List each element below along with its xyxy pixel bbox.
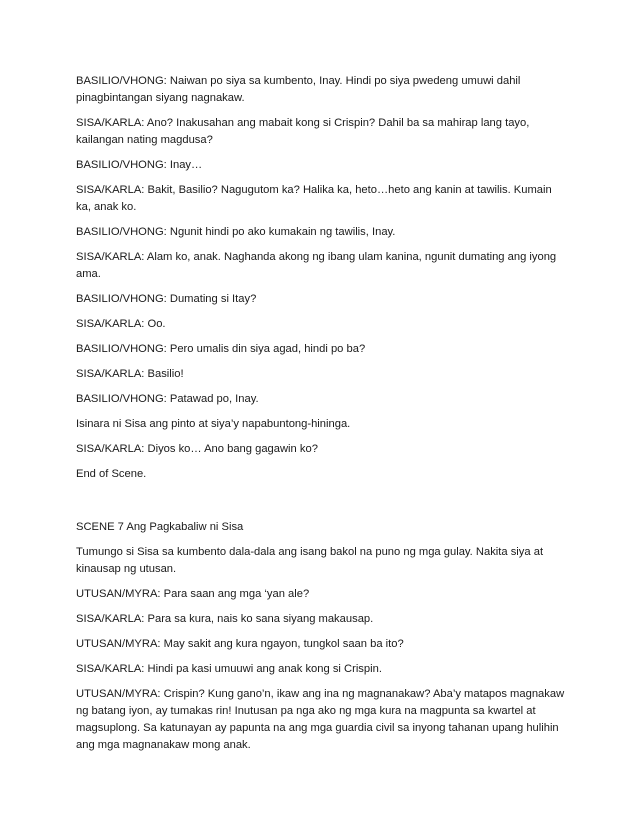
dialogue-line: SISA/KARLA: Alam ko, anak. Naghanda akong ng ibang ulam kanina, ngunit dumating ang iyong ama.: [76, 251, 557, 280]
stage-direction: Tumungo si Sisa sa kumbento dala-dala ang isang bakol na puno ng mga gulay. Nakita siya at kinausap ng utusan.: [76, 546, 544, 575]
dialogue-line: UTUSAN/MYRA: Crispin? Kung gano’n, ikaw ang ina ng magnanakaw? Aba’y matapos magnakaw ng batang iyon, ay tumakas rin! Inutusan pa nga ako ng mga kura na magpunta sa kwartel at magsuplong. Sa katunayan ay papunta na ang mga guardia civil sa inyong tahanan upang hulihin ang mga magnanakaw mong anak.: [76, 688, 565, 751]
dialogue-line: UTUSAN/MYRA: May sakit ang kura ngayon, tungkol saan ba ito?: [76, 638, 404, 650]
dialogue-line: BASILIO/VHONG: Naiwan po siya sa kumbento, Inay. Hindi po siya pwedeng umuwi dahil pinagbintangan siyang nagnakaw.: [76, 75, 521, 104]
dialogue-line: UTUSAN/MYRA: Para saan ang mga ‘yan ale?: [76, 588, 310, 600]
dialogue-line: BASILIO/VHONG: Pero umalis din siya agad, hindi po ba?: [76, 343, 366, 355]
stage-direction: Isinara ni Sisa ang pinto at siya’y napabuntong-hininga.: [76, 418, 351, 430]
scene-7-dialogue: [76, 519, 566, 762]
dialogue-line: SISA/KARLA: Bakit, Basilio? Nagugutom ka? Halika ka, heto…heto ang kanin at tawilis. Kumain ka, anak ko.: [76, 184, 552, 213]
dialogue-line: BASILIO/VHONG: Inay…: [76, 159, 203, 171]
scene-6-dialogue: [76, 73, 566, 491]
dialogue-line: BASILIO/VHONG: Dumating si Itay?: [76, 293, 257, 305]
end-of-scene: End of Scene.: [76, 468, 147, 480]
scene-heading: SCENE 7 Ang Pagkabaliw ni Sisa: [76, 521, 244, 533]
dialogue-line: BASILIO/VHONG: Patawad po, Inay.: [76, 393, 259, 405]
dialogue-line: BASILIO/VHONG: Ngunit hindi po ako kumakain ng tawilis, Inay.: [76, 226, 396, 238]
dialogue-line: SISA/KARLA: Ano? Inakusahan ang mabait kong si Crispin? Dahil ba sa mahirap lang tayo, kailangan nating magdusa?: [76, 117, 530, 146]
dialogue-line: SISA/KARLA: Oo.: [76, 318, 166, 330]
dialogue-line: SISA/KARLA: Para sa kura, nais ko sana siyang makausap.: [76, 613, 374, 625]
dialogue-line: SISA/KARLA: Basilio!: [76, 368, 184, 380]
dialogue-line: SISA/KARLA: Hindi pa kasi umuuwi ang anak kong si Crispin.: [76, 663, 382, 675]
dialogue-line: SISA/KARLA: Diyos ko… Ano bang gagawin ko?: [76, 443, 318, 455]
